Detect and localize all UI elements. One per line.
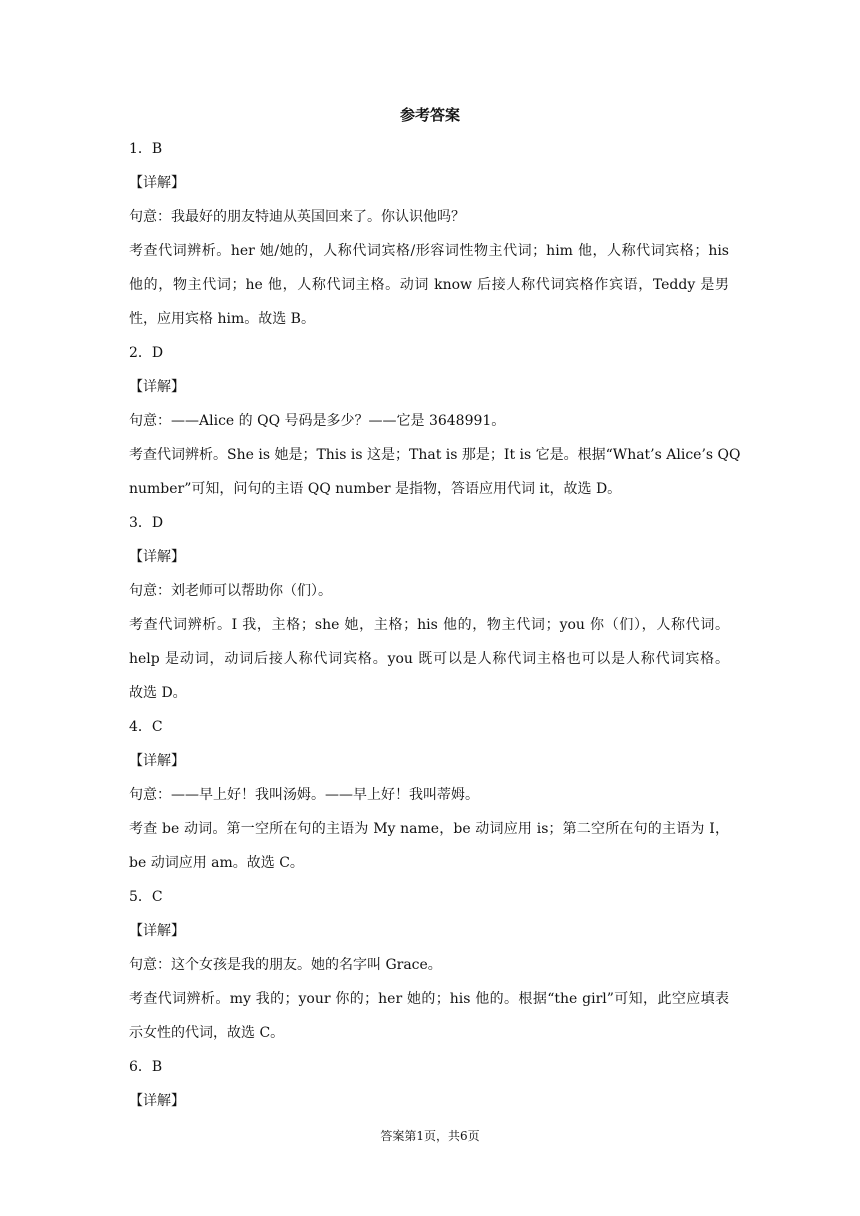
answer-number: 2．D xyxy=(129,345,164,361)
explanation-line: 性，应用宾格 him。故选 B。 xyxy=(129,311,315,327)
sentence-meaning: 句意：——Alice 的 QQ 号码是多少？——它是 3648991。 xyxy=(129,413,506,429)
explanation-line: be 动词应用 am。故选 C。 xyxy=(129,855,304,871)
explanation-line: 考查代词辨析。She is 她是；This is 这是；That is 那是；It is 它是。根据“What’s Alice’s QQ xyxy=(129,447,741,463)
detail-heading: 【详解】 xyxy=(129,379,185,395)
answer-number: 5．C xyxy=(129,889,163,905)
page-title: 参考答案 xyxy=(399,106,460,124)
explanation-line: 考查 be 动词。第一空所在句的主语为 My name，be 动词应用 is；第二空所在句的主语为 I， xyxy=(129,821,729,837)
detail-heading: 【详解】 xyxy=(129,175,185,191)
detail-heading: 【详解】 xyxy=(129,1093,185,1109)
explanation-line: 他的，物主代词；he 他，人称代词主格。动词 know 后接人称代词宾格作宾语，Teddy 是男 xyxy=(129,277,729,293)
detail-heading: 【详解】 xyxy=(129,549,185,565)
sentence-meaning: 句意：我最好的朋友特迪从英国回来了。你认识他吗？ xyxy=(129,209,465,225)
answer-content xyxy=(129,132,741,1118)
answer-number: 1．B xyxy=(129,141,163,157)
detail-heading: 【详解】 xyxy=(129,923,185,939)
explanation-line: help 是动词，动词后接人称代词宾格。you 既可以是人称代词主格也可以是人称代词宾格。 xyxy=(129,651,729,667)
page-footer: 答案第1页，共6页 xyxy=(380,1129,480,1143)
sentence-meaning: 句意：——早上好！我叫汤姆。——早上好！我叫蒂姆。 xyxy=(129,787,479,803)
detail-heading: 【详解】 xyxy=(129,753,185,769)
explanation-line: 示女性的代词，故选 C。 xyxy=(129,1025,285,1041)
answer-number: 6．B xyxy=(129,1059,163,1075)
sentence-meaning: 句意：这个女孩是我的朋友。她的名字叫 Grace。 xyxy=(129,957,442,973)
explanation-line: 故选 D。 xyxy=(129,685,187,701)
explanation-line: 考查代词辨析。I 我，主格；she 她，主格；his 他的，物主代词；you 你（们），人称代词。 xyxy=(129,617,729,633)
explanation-line: 考查代词辨析。her 她/她的，人称代词宾格/形容词性物主代词；him 他，人称代词宾格；his xyxy=(129,243,729,259)
answer-number: 3．D xyxy=(129,515,164,531)
explanation-line: number”可知，问句的主语 QQ number 是指物，答语应用代词 it，故选 D。 xyxy=(129,481,622,497)
answer-number: 4．C xyxy=(129,719,163,735)
sentence-meaning: 句意：刘老师可以帮助你（们）。 xyxy=(129,583,332,599)
explanation-line: 考查代词辨析。my 我的；your 你的；her 她的；his 他的。根据“the girl”可知，此空应填表 xyxy=(129,991,729,1007)
